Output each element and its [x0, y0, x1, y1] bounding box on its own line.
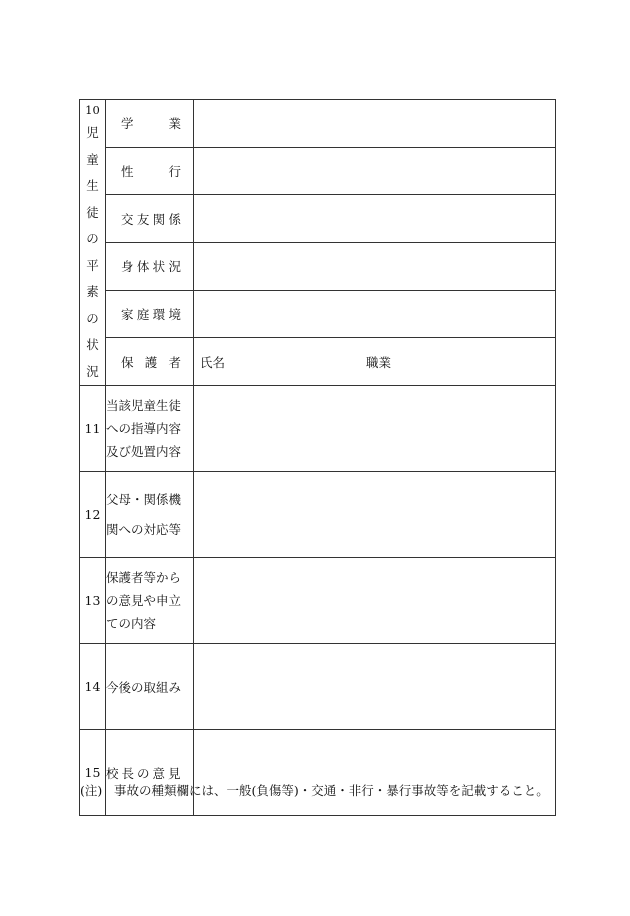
- label-guardian-opinions: [106, 558, 194, 644]
- field-guidance-measures[interactable]: [194, 386, 556, 472]
- footnote-mark: (注): [80, 783, 103, 798]
- label-line: への指導内容: [106, 421, 182, 436]
- field-future-efforts[interactable]: [194, 644, 556, 730]
- label-line: 保護者等から: [106, 570, 182, 585]
- section-number: 14: [80, 644, 106, 730]
- label-char: 況: [168, 259, 181, 275]
- label-line: 及び処置内容: [106, 444, 182, 459]
- section-10-vertical-label: [80, 100, 106, 386]
- label-char: 体: [136, 259, 150, 275]
- label-char: 関: [152, 211, 166, 227]
- label-char: 身: [121, 259, 134, 275]
- vertical-char: 素: [86, 284, 99, 299]
- footnote-text: 事故の種類欄には、一般(負傷等)・交通・非行・暴行事故等を記載すること。: [114, 783, 549, 798]
- guardian-job-label: 職業: [366, 354, 392, 370]
- label-char: 保: [121, 354, 134, 370]
- field-home-environment[interactable]: [194, 290, 556, 338]
- section-number: 13: [80, 558, 106, 644]
- label-char: 性: [121, 163, 134, 179]
- label-char: 係: [168, 211, 181, 227]
- report-form-table: [79, 99, 556, 816]
- label-friendships: [106, 195, 194, 243]
- label-home-environment: [106, 290, 194, 338]
- field-academics[interactable]: [194, 100, 556, 148]
- field-guardian[interactable]: [194, 338, 556, 386]
- label-line: 父母・関係機: [106, 491, 182, 507]
- label-char: 護: [144, 354, 158, 370]
- section-number: 15: [80, 730, 106, 816]
- section-number: 12: [80, 472, 106, 558]
- label-principal-opinion: 校長の意見: [106, 730, 194, 816]
- label-academics: [106, 100, 194, 148]
- field-conduct[interactable]: [194, 147, 556, 195]
- label-line: 関への対応等: [106, 521, 182, 537]
- field-friendships[interactable]: [194, 195, 556, 243]
- label-char: 業: [168, 116, 181, 132]
- label-guidance-measures: [106, 386, 194, 472]
- field-physical-condition[interactable]: [194, 242, 556, 290]
- label-line: 当該児童生徒: [106, 398, 182, 413]
- guardian-name-label: 氏名: [200, 354, 226, 370]
- vertical-char: 童: [86, 151, 99, 167]
- vertical-char: 生: [86, 178, 99, 193]
- field-guardian-opinions[interactable]: [194, 558, 556, 644]
- label-char: 学: [121, 116, 134, 132]
- label-physical-condition: [106, 242, 194, 290]
- label-char: 庭: [136, 306, 150, 322]
- label-parent-agency-response: [106, 472, 194, 558]
- label-char: 友: [136, 211, 150, 227]
- vertical-char: の: [86, 231, 99, 246]
- label-char: 状: [152, 259, 166, 275]
- label-line: ての内容: [106, 616, 157, 631]
- vertical-char: 平: [86, 257, 99, 273]
- section-number: 10: [85, 103, 100, 117]
- section-number: 11: [80, 386, 106, 472]
- label-guardian: [106, 338, 194, 386]
- label-conduct: [106, 147, 194, 195]
- footnote: [80, 781, 549, 799]
- vertical-char: 児: [86, 125, 99, 140]
- label-char: 者: [168, 354, 181, 370]
- label-char: 家: [121, 306, 134, 322]
- vertical-char: 徒: [86, 204, 99, 220]
- vertical-char: 状: [86, 337, 99, 352]
- label-char: 行: [168, 163, 181, 179]
- label-char: 境: [168, 306, 181, 322]
- vertical-char: の: [86, 310, 99, 326]
- label-char: 交: [121, 211, 134, 227]
- label-line: の意見や申立: [106, 593, 182, 608]
- label-future-efforts: 今後の取組み: [106, 644, 194, 730]
- vertical-char: 況: [86, 363, 99, 379]
- field-principal-opinion[interactable]: [194, 730, 556, 816]
- label-char: 環: [152, 306, 166, 322]
- field-parent-agency-response[interactable]: [194, 472, 556, 558]
